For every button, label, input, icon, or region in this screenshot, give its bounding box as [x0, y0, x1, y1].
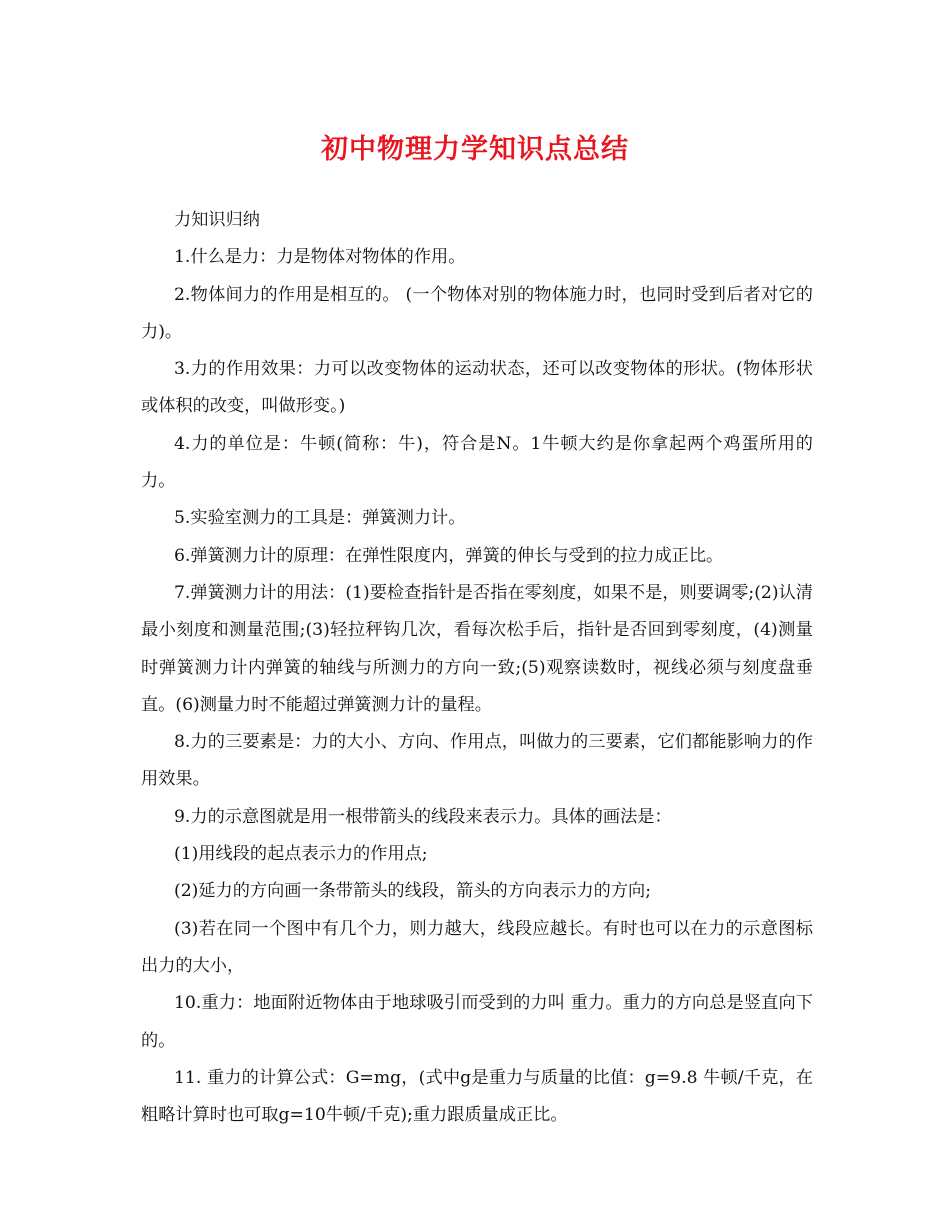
paragraph-9-step-1: (1)用线段的起点表示力的作用点;: [174, 844, 428, 865]
paragraph-11: 11. 重力的计算公式：G=mg，(式中g是重力与质量的比值：g=9.8 牛顿/千克，在粗略计算时也可取g=10牛顿/千克);重力跟质量成正比。: [141, 1067, 813, 1126]
paragraph-3: 3.力的作用效果：力可以改变物体的运动状态，还可以改变物体的形状。(物体形状或体积的改变，叫做形变。): [141, 359, 813, 417]
document-body: [141, 202, 813, 1134]
paragraph-4: 4.力的单位是：牛顿(简称：牛)，符合是N。1牛顿大约是你拿起两个鸡蛋所用的力。: [141, 433, 813, 492]
document-title: 初中物理力学知识点总结: [321, 134, 629, 165]
paragraph-8: 8.力的三要素是：力的大小、方向、作用点，叫做力的三要素，它们都能影响力的作用效果。: [141, 732, 813, 790]
paragraph-9-step-3: (3)若在同一个图中有几个力，则力越大，线段应越长。有时也可以在力的示意图标出力的大小，: [141, 918, 813, 976]
section-heading: 力知识归纳: [174, 210, 260, 230]
paragraph-1: 1.什么是力：力是物体对物体的作用。: [174, 247, 466, 268]
paragraph-2: 2.物体间力的作用是相互的。 (一个物体对别的物体施力时，也同时受到后者对它的力)。: [141, 284, 813, 342]
paragraph-10: 10.重力：地面附近物体由于地球吸引而受到的力叫 重力。重力的方向总是竖直向下的。: [141, 993, 813, 1051]
paragraph-9: 9.力的示意图就是用一根带箭头的线段来表示力。具体的画法是：: [174, 806, 672, 827]
paragraph-9-step-2: (2)延力的方向画一条带箭头的线段，箭头的方向表示力的方向;: [174, 881, 652, 902]
paragraph-5: 5.实验室测力的工具是：弹簧测力计。: [174, 508, 466, 529]
paragraph-7: 7.弹簧测力计的用法：(1)要检查指针是否指在零刻度，如果不是，则要调零;(2)认清最小刻度和测量范围;(3)轻拉秤钩几次，看每次松手后，指针是否回到零刻度，(4)测量时弹簧测力计内弹簧的轴线与所测力的方向一致;(5)观察读数时，视线必须与刻度盘垂直。(6)测量力时不能超过弹簧测力计的量程。: [141, 582, 813, 715]
paragraph-6: 6.弹簧测力计的原理：在弹性限度内，弹簧的伸长与受到的拉力成正比。: [174, 545, 724, 566]
